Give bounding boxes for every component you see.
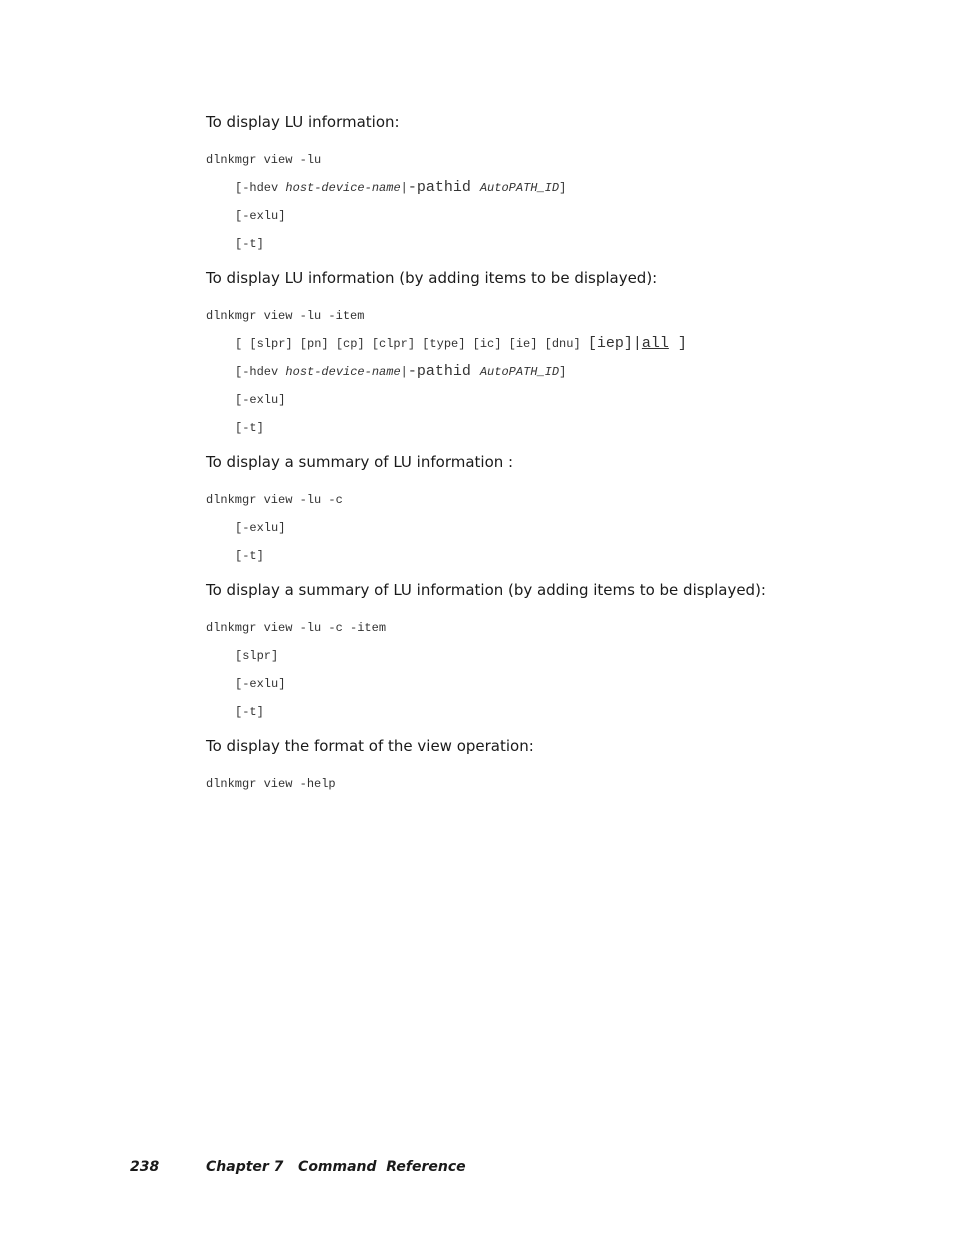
option-slpr: [slpr] <box>235 649 279 663</box>
option-t: [-t] <box>235 705 264 719</box>
page-number: 238 <box>130 1159 160 1175</box>
option-t: [-t] <box>235 421 264 435</box>
command-line: dlnkmgr view -help <box>206 777 336 791</box>
option-exlu: [-exlu] <box>235 521 286 535</box>
section-heading: To display LU information: <box>206 113 400 131</box>
command-line: dlnkmgr view -lu -c -item <box>206 621 387 635</box>
option-t: [-t] <box>235 237 264 251</box>
section-heading: To display LU information (by adding items to be displayed): <box>206 269 658 287</box>
chapter-title: Chapter 7 Command Reference <box>206 1159 466 1175</box>
command-line: dlnkmgr view -lu <box>206 153 322 167</box>
option-exlu: [-exlu] <box>235 209 286 223</box>
option-hdev-pathid: [-hdev host-device-name|-pathid AutoPATH_ID] <box>235 179 567 196</box>
section-heading: To display the format of the view operation: <box>206 737 534 755</box>
option-hdev-pathid: [-hdev host-device-name|-pathid AutoPATH_ID] <box>235 363 567 380</box>
page-footer <box>0 1159 954 1179</box>
command-line: dlnkmgr view -lu -item <box>206 309 365 323</box>
option-t: [-t] <box>235 549 264 563</box>
option-exlu: [-exlu] <box>235 393 286 407</box>
section-heading: To display a summary of LU information : <box>206 453 514 471</box>
option-items: [ [slpr] [pn] [cp] [clpr] [type] [ic] [ie] [dnu] [iep]|all ] <box>235 335 687 352</box>
section-heading: To display a summary of LU information (by adding items to be displayed): <box>206 581 766 599</box>
command-line: dlnkmgr view -lu -c <box>206 493 343 507</box>
option-exlu: [-exlu] <box>235 677 286 691</box>
page-content <box>206 112 886 792</box>
